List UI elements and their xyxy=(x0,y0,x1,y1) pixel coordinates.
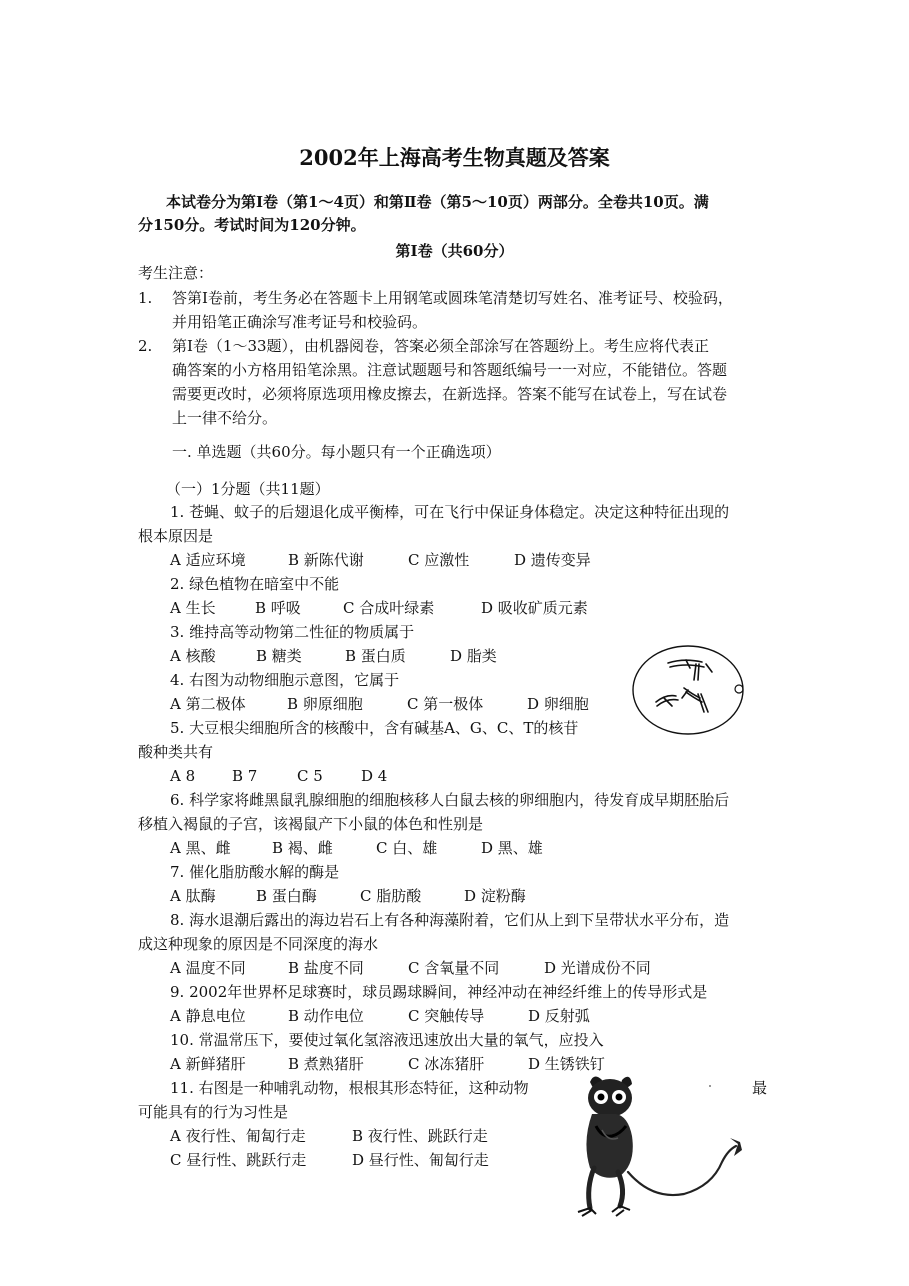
question-4-options xyxy=(170,694,589,714)
mammal-figure xyxy=(572,1072,748,1220)
option-b: B 夜行性、跳跃行走 xyxy=(352,1127,488,1145)
notice-item-1-number: 1. xyxy=(138,289,153,307)
option-d: D 淀粉酶 xyxy=(464,887,526,905)
option-c: C 突触传导 xyxy=(408,1007,485,1025)
notice-item-2-line-4: 上一律不给分。 xyxy=(172,409,278,427)
option-a: A 核酸 xyxy=(170,647,216,665)
option-b: B 动作电位 xyxy=(288,1007,364,1025)
option-a: A 第二极体 xyxy=(170,695,246,713)
option-c: C 第一极体 xyxy=(407,695,484,713)
question-8-options xyxy=(170,958,651,978)
notice-item-2-line-2: 确答案的小方格用铅笔涂黑。注意试题题号和答题纸编号一一对应，不能错位。答题 xyxy=(172,361,728,379)
question-1-line-1: 1. 苍蝇、蚊子的后翅退化成平衡棒，可在飞行中保证身体稳定。决定这种特征出现的 xyxy=(170,503,730,521)
question-11-line-1-tail: 最 xyxy=(752,1079,768,1097)
option-c: C 含氧量不同 xyxy=(408,959,500,977)
option-d: D 吸收矿质元素 xyxy=(481,599,588,617)
option-a: A 温度不同 xyxy=(170,959,246,977)
question-11-line-1: 11. 右图是一种哺乳动物，根根其形态特征，这种动物 xyxy=(170,1079,529,1097)
option-b: B 盐度不同 xyxy=(288,959,364,977)
question-10-line-1: 10. 常温常压下，要使过氧化氢溶液迅速放出大量的氧气，应投入 xyxy=(170,1031,604,1049)
option-d: D 4 xyxy=(361,767,388,785)
option-d: D 脂类 xyxy=(450,647,497,665)
intro-line-2: 分150分。考试时间为120分钟。 xyxy=(138,216,366,234)
question-11-options-row-1 xyxy=(170,1126,488,1146)
subsection-heading: （一）1分题（共11题） xyxy=(166,480,330,498)
option-d: D 卵细胞 xyxy=(527,695,589,713)
question-3-options xyxy=(170,646,497,666)
notice-item-1-line-1: 答第Ⅰ卷前，考生务必在答题卡上用钢笔或圆珠笔清楚切写姓名、准考证号、校验码， xyxy=(172,289,733,307)
question-3-line-1: 3. 维持高等动物第二性征的物质属于 xyxy=(170,623,415,641)
option-b: B 煮熟猪肝 xyxy=(288,1055,364,1073)
question-1-options xyxy=(170,550,591,570)
option-b: B 7 xyxy=(232,767,258,785)
question-9-line-1: 9. 2002年世界杯足球赛时，球员踢球瞬间，神经冲动在神经纤维上的传导形式是 xyxy=(170,983,708,1001)
question-7-options xyxy=(170,886,526,906)
section-heading: 一. 单选题（共60分。每小题只有一个正确选项） xyxy=(172,443,501,461)
notice-label: 考生注意： xyxy=(138,264,214,282)
option-c: C 合成叶绿素 xyxy=(343,599,435,617)
option-a: A 生长 xyxy=(170,599,216,617)
option-c: C 脂肪酸 xyxy=(360,887,422,905)
question-1-line-2: 根本原因是 xyxy=(138,527,214,545)
option-a: A 8 xyxy=(170,767,196,785)
question-6-line-1: 6. 科学家将雌黑鼠乳腺细胞的细胞核移人白鼠去核的卵细胞内，待发育成早期胚胎后 xyxy=(170,791,730,809)
question-9-options xyxy=(170,1006,590,1026)
option-c: C 冰冻猪肝 xyxy=(408,1055,485,1073)
part1-heading: 第Ⅰ卷（共60分） xyxy=(395,242,514,260)
notice-item-1-line-2: 并用铅笔正确涂写准考证号和校验码。 xyxy=(172,313,428,331)
question-5-options xyxy=(170,766,387,786)
question-7-line-1: 7. 催化脂肪酸水解的酶是 xyxy=(170,863,340,881)
question-2-line-1: 2. 绿色植物在暗室中不能 xyxy=(170,575,340,593)
option-b: B 新陈代谢 xyxy=(288,551,364,569)
option-d: D 光谱成份不同 xyxy=(544,959,651,977)
option-d: D 反射弧 xyxy=(528,1007,590,1025)
option-a: A 静息电位 xyxy=(170,1007,246,1025)
question-6-options xyxy=(170,838,543,858)
option-d: D 生锈铁钉 xyxy=(528,1055,605,1073)
option-b: B 卵原细胞 xyxy=(287,695,363,713)
question-8-line-2: 成这种现象的原因是不同深度的海水 xyxy=(138,935,379,953)
question-11-options-row-2 xyxy=(170,1150,489,1170)
option-a: A 黑、雌 xyxy=(170,839,231,857)
option-d: D 昼行性、匍匐行走 xyxy=(352,1151,489,1169)
option-d: D 遗传变异 xyxy=(514,551,591,569)
notice-item-2-number: 2. xyxy=(138,337,153,355)
question-11-line-2: 可能具有的行为习性是 xyxy=(138,1103,289,1121)
option-a: A 夜行性、匍匐行走 xyxy=(170,1127,306,1145)
option-a: A 新鲜猪肝 xyxy=(170,1055,246,1073)
page-title: 2002年上海高考生物真题及答案 xyxy=(299,145,610,170)
option-b: B 褐、雌 xyxy=(272,839,333,857)
question-10-options xyxy=(170,1054,605,1074)
option-c: C 5 xyxy=(297,767,323,785)
option-a: A 适应环境 xyxy=(170,551,246,569)
option-b: B 呼吸 xyxy=(255,599,301,617)
option-c: C 应激性 xyxy=(408,551,470,569)
question-5-line-1: 5. 大豆根尖细胞所含的核酸中，含有碱基A、G、C、T的核苷 xyxy=(170,719,579,737)
option-c: B 蛋白质 xyxy=(345,647,406,665)
question-5-line-2: 酸种类共有 xyxy=(138,743,214,761)
option-d: D 黑、雄 xyxy=(481,839,543,857)
option-c: C 白、雄 xyxy=(376,839,438,857)
notice-item-2-line-3: 需要更改时，必须将原选项用橡皮擦去，在新选择。答案不能写在试卷上，写在试卷 xyxy=(172,385,728,403)
question-2-options xyxy=(170,598,588,618)
option-c: C 昼行性、跳跃行走 xyxy=(170,1151,307,1169)
notice-item-2-line-1: 第Ⅰ卷（1～33题），由机器阅卷，答案必须全部涂写在答题纷上。考生应将代表正 xyxy=(172,337,710,355)
question-8-line-1: 8. 海水退潮后露出的海边岩石上有各种海藻附着，它们从上到下呈带状水平分布，造 xyxy=(170,911,730,929)
cell-diagram-figure xyxy=(626,642,750,740)
option-b: B 糖类 xyxy=(256,647,302,665)
intro-line-1: 本试卷分为第Ⅰ卷（第1～4页）和第Ⅱ卷（第5～10页）两部分。全卷共10页。满 xyxy=(166,193,709,211)
question-4-line-1: 4. 右图为动物细胞示意图，它属于 xyxy=(170,671,400,689)
option-b: B 蛋白酶 xyxy=(256,887,317,905)
option-a: A 肽酶 xyxy=(170,887,216,905)
question-6-line-2: 移植入褐鼠的子宫，该褐鼠产下小鼠的体色和性别是 xyxy=(138,815,484,833)
